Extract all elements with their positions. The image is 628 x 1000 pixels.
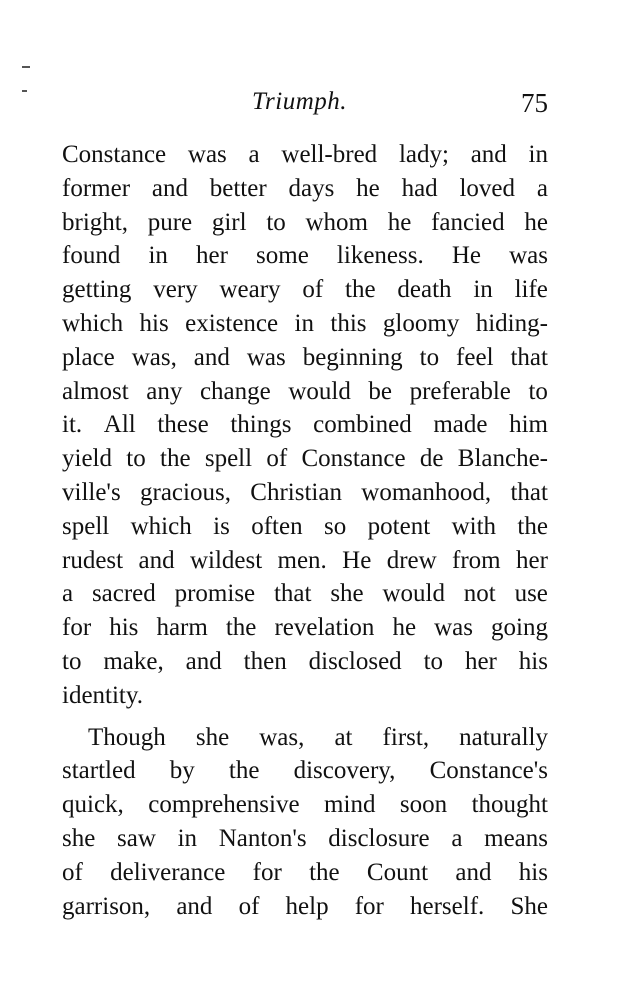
text-line: place was, and was beginning to feel that xyxy=(62,343,548,371)
text-line: which his existence in this gloomy hiding- xyxy=(62,309,548,337)
margin-mark xyxy=(22,66,30,68)
text-line: a sacred promise that she would not use xyxy=(62,580,548,608)
text-line: getting very weary of the death in life xyxy=(62,276,548,304)
page-header xyxy=(62,88,548,124)
text-line: she saw in Nanton's disclosure a means xyxy=(62,824,548,852)
text-line: found in her some likeness. He was xyxy=(62,242,548,270)
text-line: it. All these things combined made him xyxy=(62,411,548,439)
running-head: Triumph. xyxy=(252,88,348,115)
text-line: garrison, and of help for herself. She xyxy=(62,892,548,920)
text-line: bright, pure girl to whom he fancied he xyxy=(62,208,548,236)
margin-mark xyxy=(22,90,27,92)
text-line: for his harm the revelation he was going xyxy=(62,614,548,642)
text-line: rudest and wildest men. He drew from her xyxy=(62,546,548,574)
text-line: of deliverance for the Count and his xyxy=(62,858,548,886)
text-line: spell which is often so potent with the xyxy=(62,512,548,540)
text-line: quick, comprehensive mind soon thought xyxy=(62,791,548,819)
paragraph-gap xyxy=(62,713,548,721)
page-number: 75 xyxy=(521,88,548,118)
text-line: startled by the discovery, Constance's xyxy=(62,757,548,785)
text-line: yield to the spell of Constance de Blanche- xyxy=(62,445,548,473)
text-line: ville's gracious, Christian womanhood, that xyxy=(62,478,548,506)
text-line: almost any change would be preferable to xyxy=(62,377,548,405)
text-line: former and better days he had loved a xyxy=(62,174,548,202)
text-line: Though she was, at first, naturally xyxy=(88,723,548,751)
text-line: Constance was a well-bred lady; and in xyxy=(62,141,548,168)
text-line: to make, and then disclosed to her his xyxy=(62,647,548,675)
text-line: identity. xyxy=(62,681,144,709)
body-text xyxy=(62,138,548,923)
